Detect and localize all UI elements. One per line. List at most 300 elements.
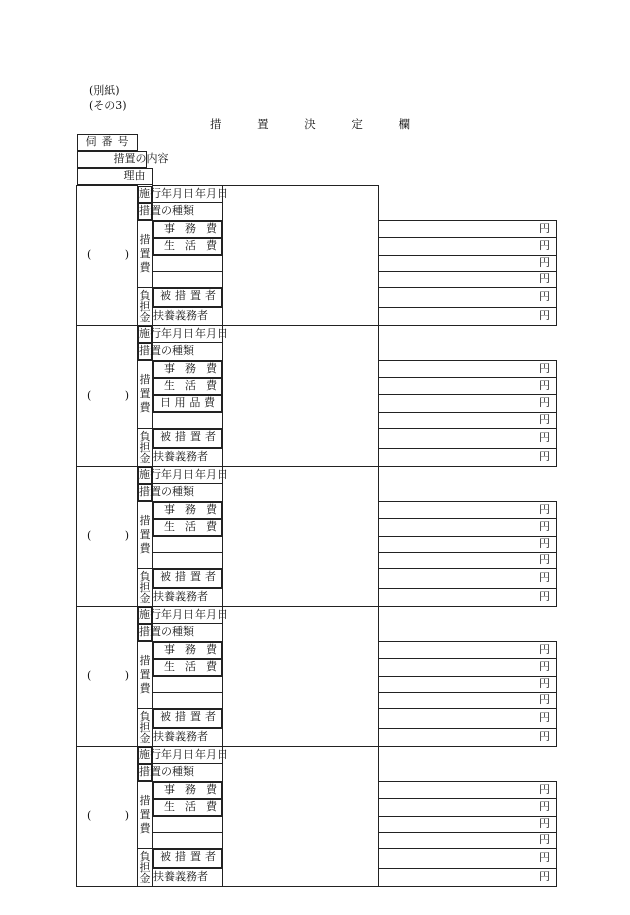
cost-item-label xyxy=(153,552,223,568)
cost-item-label xyxy=(153,502,222,519)
label-char: 月 xyxy=(172,186,183,200)
date-unit: 日 xyxy=(217,326,228,340)
stack-char: 負 xyxy=(139,569,151,583)
supporter-text: 扶養義務者 xyxy=(153,450,208,463)
label-char: 事 xyxy=(164,502,175,516)
date-label xyxy=(138,326,194,343)
yen-unit: 円 xyxy=(539,553,550,566)
label-char: 費 xyxy=(206,502,217,516)
date-label xyxy=(138,186,194,203)
reason-cell[interactable] xyxy=(223,186,379,326)
label-char: 者 xyxy=(205,849,216,863)
table-row xyxy=(77,606,557,624)
stack-char: 費 xyxy=(139,681,151,695)
yen-unit: 円 xyxy=(539,870,550,883)
kind-label xyxy=(138,203,194,220)
person-amount[interactable] xyxy=(379,568,557,588)
yen-unit: 円 xyxy=(539,272,550,285)
cost-item-label xyxy=(153,378,222,395)
label-char: 行 xyxy=(150,607,161,621)
cost-amount[interactable] xyxy=(379,799,557,817)
yen-unit: 円 xyxy=(539,361,550,375)
label-char: 置 xyxy=(150,484,161,498)
supporter-text: 扶養義務者 xyxy=(153,309,208,322)
burden-group-label xyxy=(138,568,153,606)
yen-unit: 円 xyxy=(539,800,550,814)
yen-unit: 円 xyxy=(539,817,550,830)
paren: ( xyxy=(87,529,92,542)
cost-amount[interactable] xyxy=(379,501,557,519)
label-char: 被 xyxy=(160,569,171,583)
label-char: 行 xyxy=(150,747,161,761)
paren: ( xyxy=(87,388,92,402)
yen-unit: 円 xyxy=(539,256,550,269)
label-char: 用 xyxy=(174,395,186,409)
date-unit: 日 xyxy=(217,467,228,481)
cost-item-label xyxy=(153,799,222,816)
label-char: 類 xyxy=(183,343,194,357)
label-char: 年 xyxy=(161,467,172,481)
label-char: 類 xyxy=(183,764,194,778)
stack-char: 担 xyxy=(139,580,151,594)
yen-unit: 円 xyxy=(539,450,550,463)
table-row xyxy=(77,466,557,484)
label-char: 措 xyxy=(175,849,186,863)
label-char: 被 xyxy=(160,849,171,863)
request-number-cell[interactable] xyxy=(77,746,138,886)
label-char: 日 xyxy=(183,607,194,621)
label-char: 日 xyxy=(183,186,194,200)
label-char: 活 xyxy=(185,519,196,533)
supporter-label xyxy=(153,307,223,325)
label-char: 費 xyxy=(206,519,217,533)
stack-char: 金 xyxy=(139,451,151,465)
cost-amount[interactable] xyxy=(379,220,557,238)
supporter-label xyxy=(153,728,223,746)
cost-amount[interactable] xyxy=(379,676,557,692)
label-char: 伺 xyxy=(85,135,97,148)
label-char: 施 xyxy=(139,326,150,340)
date-unit: 月 xyxy=(206,747,217,761)
label-char: 被 xyxy=(160,288,171,302)
cost-amount[interactable] xyxy=(379,255,557,271)
label-char: 行 xyxy=(150,326,161,340)
label-char: 費 xyxy=(206,378,217,392)
cost-amount[interactable] xyxy=(379,536,557,552)
label-char: 置 xyxy=(150,343,161,357)
yen-unit: 円 xyxy=(539,290,550,303)
label-char: 類 xyxy=(183,203,194,217)
request-number-cell[interactable] xyxy=(77,186,138,326)
yen-unit: 円 xyxy=(539,642,550,656)
stack-char: 担 xyxy=(139,720,151,734)
cost-item-label xyxy=(153,412,223,428)
label-char: 年 xyxy=(161,607,172,621)
cost-amount[interactable] xyxy=(379,238,557,256)
date-unit: 年 xyxy=(195,747,206,761)
cost-amount[interactable] xyxy=(379,378,557,395)
date-unit: 月 xyxy=(206,607,217,621)
stack-char: 負 xyxy=(139,709,151,723)
page-title xyxy=(210,117,410,131)
paren: ) xyxy=(124,388,129,402)
cost-amount[interactable] xyxy=(379,271,557,287)
yen-unit: 円 xyxy=(539,431,550,444)
cost-item-label xyxy=(153,255,223,271)
table-header-row xyxy=(77,134,557,186)
label-char: 種 xyxy=(172,343,183,357)
supporter-text: 扶養義務者 xyxy=(153,730,208,743)
cost-group-label xyxy=(138,781,153,848)
label-char: 年 xyxy=(161,747,172,761)
supporter-amount[interactable] xyxy=(379,868,557,886)
label-char: 者 xyxy=(205,709,216,723)
stack-char: 金 xyxy=(139,871,151,885)
stack-char: 費 xyxy=(139,401,151,414)
paren: ( xyxy=(87,809,92,822)
person-label xyxy=(153,288,222,307)
label-char: 費 xyxy=(206,221,217,235)
label-char: 年 xyxy=(161,326,172,340)
stack-char: 金 xyxy=(139,731,151,745)
measure-decision-table xyxy=(76,134,557,887)
header-number xyxy=(77,134,138,151)
cost-item-label xyxy=(153,536,223,552)
appendix-note: (別紙) xyxy=(89,84,120,97)
yen-unit: 円 xyxy=(539,590,550,603)
label-char: 者 xyxy=(205,569,216,583)
label-char: 措 xyxy=(139,484,150,498)
yen-unit: 円 xyxy=(539,660,550,674)
label-char: 務 xyxy=(185,221,196,235)
paren: ) xyxy=(124,809,129,822)
label-char: 費 xyxy=(206,659,217,673)
cost-item-label xyxy=(153,692,223,708)
cost-amount[interactable] xyxy=(379,360,557,378)
stack-char: 費 xyxy=(139,821,151,835)
label-char: 容 xyxy=(157,152,169,165)
label-char: 生 xyxy=(164,238,175,252)
reason-cell[interactable] xyxy=(223,325,379,466)
stack-char: 置 xyxy=(139,527,151,541)
cost-item-label xyxy=(153,816,223,832)
label-char: 日 xyxy=(160,395,171,409)
label-char: 措 xyxy=(175,288,186,302)
person-label xyxy=(153,429,222,448)
header-content xyxy=(77,151,169,168)
cost-item-label xyxy=(153,676,223,692)
cost-amount[interactable] xyxy=(379,692,557,708)
label-char: 生 xyxy=(164,799,175,813)
cost-item-label xyxy=(153,642,222,659)
supporter-amount[interactable] xyxy=(379,307,557,325)
label-char: 務 xyxy=(185,361,196,375)
title-char: 決 xyxy=(304,117,316,131)
cost-amount[interactable] xyxy=(379,412,557,428)
yen-unit: 円 xyxy=(539,833,550,846)
request-number-cell[interactable] xyxy=(77,466,138,606)
cost-amount[interactable] xyxy=(379,659,557,677)
supporter-label xyxy=(153,448,223,466)
label-char: 施 xyxy=(139,467,150,481)
label-char: 年 xyxy=(161,186,172,200)
label-char: 類 xyxy=(183,484,194,498)
paren: ) xyxy=(124,529,129,542)
label-char: 号 xyxy=(117,135,129,148)
label-char: 生 xyxy=(164,519,175,533)
stack-char: 措 xyxy=(139,513,151,527)
label-char: 生 xyxy=(164,378,175,392)
date-unit: 年 xyxy=(195,467,206,481)
yen-unit: 円 xyxy=(539,571,550,584)
label-char: 活 xyxy=(185,238,196,252)
label-char: 行 xyxy=(150,186,161,200)
label-char: 置 xyxy=(190,709,201,723)
person-label xyxy=(153,849,222,868)
cost-item-label xyxy=(153,832,223,848)
supporter-amount[interactable] xyxy=(379,448,557,466)
label-char: 費 xyxy=(206,642,217,656)
date-label xyxy=(138,607,194,624)
label-char: 活 xyxy=(185,659,196,673)
cost-item-label xyxy=(153,395,222,412)
title-char: 措 xyxy=(210,117,222,131)
cost-amount[interactable] xyxy=(379,395,557,413)
label-char: の xyxy=(161,624,172,638)
label-char: 行 xyxy=(150,467,161,481)
date-unit: 日 xyxy=(217,747,228,761)
yen-unit: 円 xyxy=(539,537,550,550)
label-char: 置 xyxy=(150,624,161,638)
burden-group-label xyxy=(138,708,153,746)
title-char: 定 xyxy=(351,117,363,131)
label-char: 理 xyxy=(123,169,135,182)
label-char: 費 xyxy=(206,238,217,252)
cost-item-label xyxy=(153,271,223,287)
date-unit: 月 xyxy=(206,326,217,340)
label-char: 月 xyxy=(172,467,183,481)
label-char: 置 xyxy=(190,569,201,583)
date-unit: 月 xyxy=(206,187,217,200)
label-char: 月 xyxy=(172,326,183,340)
yen-unit: 円 xyxy=(539,677,550,690)
label-char: 施 xyxy=(139,747,150,761)
yen-unit: 円 xyxy=(539,693,550,706)
supporter-text: 扶養義務者 xyxy=(153,590,208,603)
stack-char: 金 xyxy=(139,591,151,605)
cost-amount[interactable] xyxy=(379,816,557,832)
stack-char: 措 xyxy=(139,373,151,386)
paren: ) xyxy=(124,669,129,682)
cost-group-label xyxy=(138,360,153,428)
label-char: の xyxy=(161,484,172,498)
label-char: 番 xyxy=(101,135,113,148)
yen-unit: 円 xyxy=(539,520,550,534)
label-char: 置 xyxy=(150,764,161,778)
cost-amount[interactable] xyxy=(379,781,557,799)
burden-group-label xyxy=(138,848,153,886)
part-note: (その3) xyxy=(89,99,127,112)
date-unit: 月 xyxy=(206,467,217,481)
stack-char: 負 xyxy=(139,429,151,443)
label-char: 施 xyxy=(139,186,150,200)
label-char: 費 xyxy=(206,782,217,796)
cost-amount[interactable] xyxy=(379,641,557,659)
yen-unit: 円 xyxy=(539,502,550,516)
stack-char: 置 xyxy=(139,807,151,821)
stack-char: 金 xyxy=(139,310,151,324)
label-char: 者 xyxy=(205,288,216,302)
label-char: 措 xyxy=(139,203,150,217)
label-char: 日 xyxy=(183,747,194,761)
cost-group-label xyxy=(138,501,153,568)
label-char: 費 xyxy=(203,395,215,409)
label-char: 措 xyxy=(139,764,150,778)
date-unit: 日 xyxy=(217,607,228,621)
kind-label xyxy=(138,624,194,641)
label-char: 措 xyxy=(175,429,186,443)
yen-unit: 円 xyxy=(539,413,550,426)
label-char: 置 xyxy=(124,152,136,165)
stack-char: 費 xyxy=(139,541,151,555)
cost-item-label xyxy=(153,238,222,255)
date-label xyxy=(138,467,194,484)
label-char: 活 xyxy=(185,378,196,392)
cost-item-label xyxy=(153,361,222,378)
supporter-label xyxy=(153,868,223,886)
label-char: 日 xyxy=(183,326,194,340)
date-label xyxy=(138,747,194,764)
kind-label xyxy=(138,343,194,360)
supporter-amount[interactable] xyxy=(379,588,557,606)
label-char: 置 xyxy=(190,288,201,302)
yen-unit: 円 xyxy=(539,782,550,796)
yen-unit: 円 xyxy=(539,711,550,724)
reason-cell[interactable] xyxy=(223,466,379,606)
label-char: 種 xyxy=(172,484,183,498)
label-char: 措 xyxy=(175,709,186,723)
person-amount[interactable] xyxy=(379,848,557,868)
label-char: の xyxy=(161,203,172,217)
title-char: 置 xyxy=(257,117,269,131)
stack-char: 置 xyxy=(139,246,151,260)
stack-char: 担 xyxy=(139,299,151,313)
paren: ( xyxy=(87,669,92,682)
label-char: の xyxy=(161,764,172,778)
label-char: 事 xyxy=(164,361,175,375)
label-char: 生 xyxy=(164,659,175,673)
cost-item-label xyxy=(153,519,222,536)
yen-unit: 円 xyxy=(539,396,550,410)
label-char: 月 xyxy=(172,607,183,621)
label-char: の xyxy=(135,152,147,165)
burden-group-label xyxy=(138,428,153,466)
label-char: 内 xyxy=(146,152,158,165)
table-row xyxy=(77,325,557,343)
reason-cell[interactable] xyxy=(223,606,379,746)
cost-amount[interactable] xyxy=(379,552,557,568)
label-char: 務 xyxy=(185,642,196,656)
cost-group-label xyxy=(138,641,153,708)
label-char: 日 xyxy=(183,467,194,481)
reason-cell[interactable] xyxy=(223,746,379,886)
person-amount[interactable] xyxy=(379,287,557,307)
stack-char: 置 xyxy=(139,667,151,681)
supporter-label xyxy=(153,588,223,606)
stack-char: 負 xyxy=(139,849,151,863)
label-char: 務 xyxy=(185,502,196,516)
label-char: 施 xyxy=(139,607,150,621)
date-unit: 年 xyxy=(195,607,206,621)
stack-char: 措 xyxy=(139,232,151,246)
stack-char: 置 xyxy=(139,387,151,400)
person-amount[interactable] xyxy=(379,428,557,448)
burden-group-label xyxy=(138,287,153,325)
cost-amount[interactable] xyxy=(379,832,557,848)
label-char: 活 xyxy=(185,799,196,813)
label-char: 置 xyxy=(190,849,201,863)
cost-group-label xyxy=(138,220,153,287)
stack-char: 担 xyxy=(139,860,151,874)
label-char: 費 xyxy=(206,361,217,375)
label-char: 費 xyxy=(206,799,217,813)
supporter-text: 扶養義務者 xyxy=(153,870,208,883)
paren: ) xyxy=(124,248,129,262)
cost-amount[interactable] xyxy=(379,519,557,537)
yen-unit: 円 xyxy=(539,221,550,235)
yen-unit: 円 xyxy=(539,851,550,864)
date-unit: 日 xyxy=(217,187,228,200)
label-char: 置 xyxy=(150,203,161,217)
person-amount[interactable] xyxy=(379,708,557,728)
request-number-cell[interactable] xyxy=(77,325,138,466)
label-char: 類 xyxy=(183,624,194,638)
yen-unit: 円 xyxy=(539,730,550,743)
label-char: 由 xyxy=(134,169,146,182)
date-unit: 年 xyxy=(195,326,206,340)
supporter-amount[interactable] xyxy=(379,728,557,746)
label-char: 月 xyxy=(172,747,183,761)
table-row xyxy=(77,186,557,203)
kind-label xyxy=(138,764,194,781)
label-char: 務 xyxy=(185,782,196,796)
stack-char: 措 xyxy=(139,653,151,667)
label-char: 種 xyxy=(172,624,183,638)
stack-char: 費 xyxy=(139,260,151,274)
yen-unit: 円 xyxy=(539,239,550,253)
header-reason xyxy=(77,168,153,185)
label-char: 事 xyxy=(164,642,175,656)
label-char: 品 xyxy=(189,395,201,409)
label-char: 種 xyxy=(172,203,183,217)
cost-item-label xyxy=(153,659,222,676)
label-char: の xyxy=(161,343,172,357)
stack-char: 担 xyxy=(139,440,151,454)
paren: ( xyxy=(87,248,92,262)
label-char: 事 xyxy=(164,221,175,235)
stack-char: 負 xyxy=(139,288,151,302)
title-char: 欄 xyxy=(398,117,410,131)
label-char: 事 xyxy=(164,782,175,796)
label-char: 措 xyxy=(139,343,150,357)
person-label xyxy=(153,569,222,588)
request-number-cell[interactable] xyxy=(77,606,138,746)
label-char: 種 xyxy=(172,764,183,778)
label-char: 者 xyxy=(205,429,216,443)
stack-char: 措 xyxy=(139,793,151,807)
person-label xyxy=(153,709,222,728)
kind-label xyxy=(138,484,194,501)
